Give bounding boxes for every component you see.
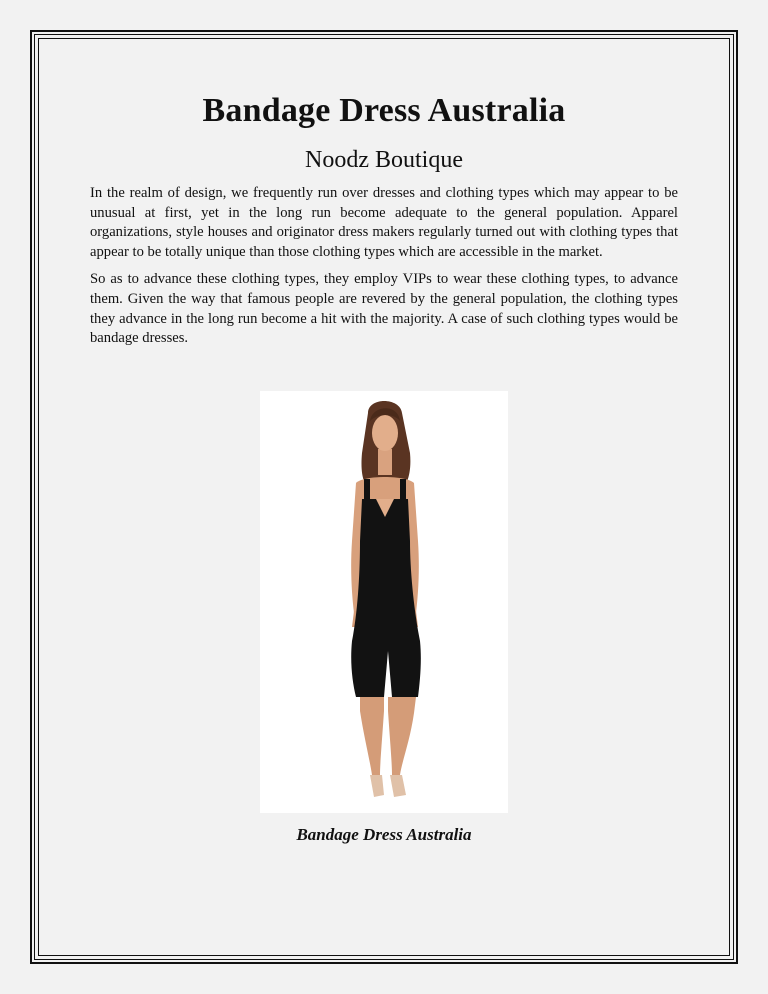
paragraph-1: In the realm of design, we frequently run over dresses and clothing types which may appear to be unusual at first, yet in the long run become adequate to the general population. Apparel organizations, style houses and originator dress makers regularly turned out with clothing types that appear to be totally unique than those clothing types which are accessible in the market. [90, 185, 678, 260]
document-subtitle: Noodz Boutique [305, 147, 463, 173]
document-title: Bandage Dress Australia [202, 92, 566, 129]
paragraph-2: So as to advance these clothing types, they employ VIPs to wear these clothing types, to advance them. Given the way that famous people are revered by the general population, the clothing types they advance in the long run become a hit with the majority. A case of such clothing types would be bandage dresses. [90, 271, 678, 347]
dress-model-illustration [260, 391, 508, 813]
figure-caption: Bandage Dress Australia [296, 825, 472, 844]
dress-photo [260, 391, 508, 813]
document-content [90, 88, 678, 349]
